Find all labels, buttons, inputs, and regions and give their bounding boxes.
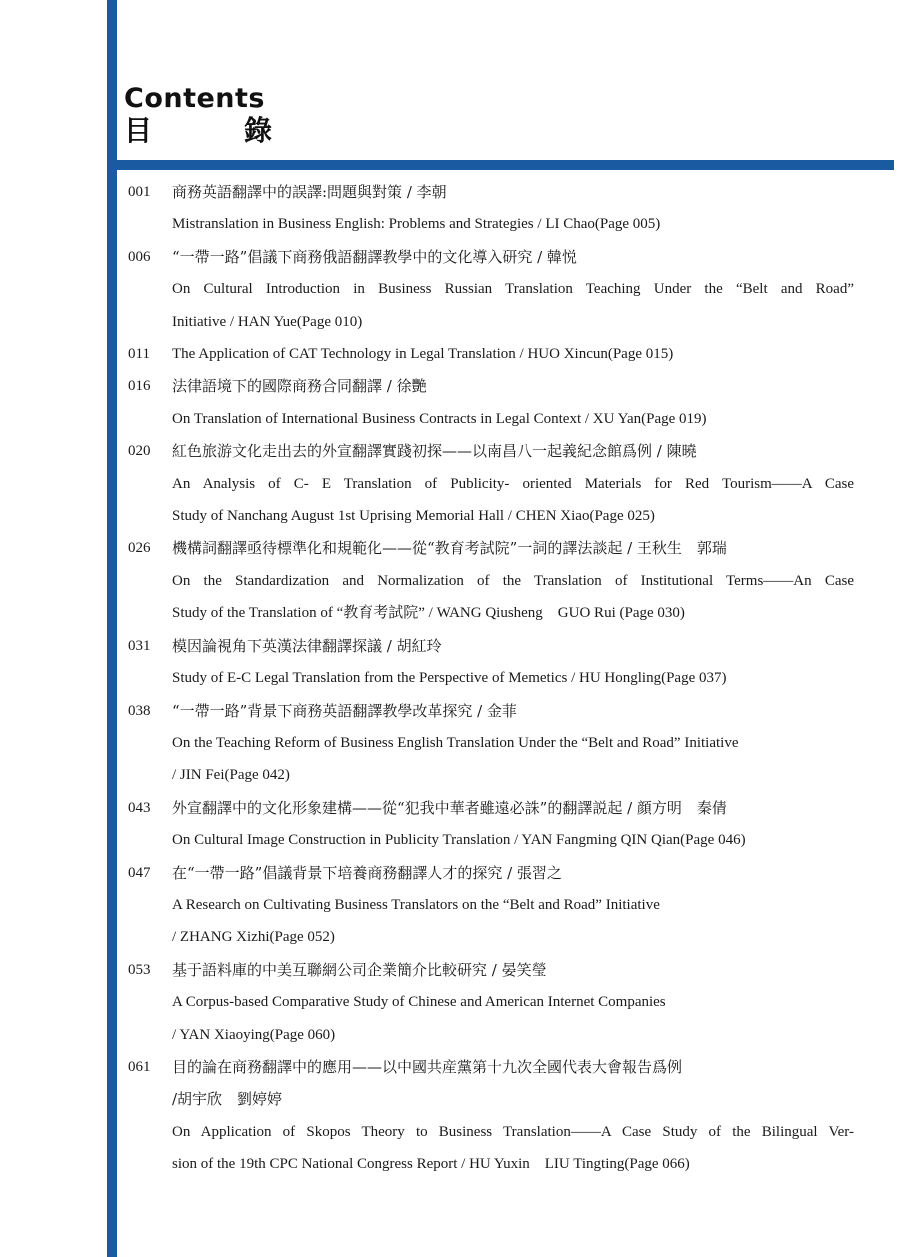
entry-title-english: On Application of Skopos Theory to Business Translation——A Case Study of the Bilingual Ver- [172, 1123, 854, 1140]
entry-title-english: Study of the Translation of “教育考試院” / WANG Qiusheng GUO Rui (Page 030) [172, 605, 685, 622]
entry-text [172, 370, 854, 435]
entry-title-english: Study of E-C Legal Translation from the Perspective of Memetics / HU Hongling(Page 037) [172, 670, 727, 687]
entry-title-chinese: 目的論在商務翻譯中的應用——以中國共産黨第十九次全國代表大會報告爲例 [172, 1057, 683, 1076]
entry-number: 001 [128, 184, 151, 200]
entry-title-english: / YAN Xiaoying(Page 060) [172, 1026, 336, 1043]
toc-entry [128, 176, 854, 241]
entry-title-english: Mistranslation in Business English: Problems and Strategies / LI Chao(Page 005) [172, 216, 661, 233]
entry-title-chinese: 基于語料庫的中美互聯網公司企業簡介比較研究 / 晏笑瑩 [172, 960, 547, 979]
entry-text [172, 695, 854, 792]
entry-title-english: On Cultural Introduction in Business Russian Translation Teaching Under the “Belt and Road” [172, 281, 854, 298]
entry-title-chinese: 法律語境下的國際商務合同翻譯 / 徐艷 [172, 377, 427, 396]
entry-text [172, 435, 854, 532]
title-chinese-char-2: 錄 [243, 114, 272, 147]
title-chinese [124, 114, 272, 148]
entry-text [172, 1051, 854, 1181]
contents-heading [124, 84, 272, 148]
entry-number: 043 [128, 799, 151, 816]
entry-title-english: Initiative / HAN Yue(Page 010) [172, 313, 363, 330]
entry-title-chinese: 在“一帶一路”倡議背景下培養商務翻譯人才的探究 / 張習之 [172, 863, 562, 882]
toc-entry [128, 241, 854, 338]
entry-number: 026 [128, 540, 151, 557]
entry-title-english: On Translation of International Business Contracts in Legal Context / XU Yan(Page 019) [172, 410, 707, 427]
entry-title-english: sion of the 19th CPC National Congress Report / HU Yuxin LIU Tingting(Page 066) [172, 1156, 690, 1173]
entry-number: 061 [128, 1058, 151, 1075]
entry-text [172, 532, 854, 629]
entry-number: 020 [128, 443, 151, 460]
entry-number: 038 [128, 702, 151, 719]
entry-title-chinese: “一帶一路”倡議下商務俄語翻譯教學中的文化導入研究 / 韓悦 [172, 247, 577, 266]
toc-entry [128, 857, 854, 954]
entry-text [172, 338, 854, 370]
title-chinese-char-1: 目 [124, 114, 153, 147]
toc-entry [128, 695, 854, 792]
entry-text [172, 176, 854, 241]
entry-text [172, 241, 854, 338]
toc-entry [128, 370, 854, 435]
header-rule [107, 160, 894, 170]
entry-text [172, 630, 854, 695]
entry-number: 016 [128, 378, 151, 395]
entry-title-chinese: 紅色旅游文化走出去的外宣翻譯實踐初探——以南昌八一起義紀念館爲例 / 陳曉 [172, 442, 697, 461]
toc-entry [128, 792, 854, 857]
entry-title-chinese: /胡宇欣 劉婷婷 [172, 1090, 283, 1109]
title-english: Contents [124, 83, 266, 114]
entry-title-english: On the Standardization and Normalization of the Translation of Institutional Terms——An Case [172, 572, 854, 589]
entry-title-chinese: 機構詞翻譯亟待標準化和規範化——從“教育考試院”一詞的譯法談起 / 王秋生 郭瑞 [172, 539, 727, 558]
entry-title-english: A Corpus-based Comparative Study of Chinese and American Internet Companies [172, 994, 666, 1011]
entry-title-chinese: 外宣翻譯中的文化形象建構——從“犯我中華者雖遠必誅”的翻譯説起 / 顔方明 秦倩 [172, 798, 727, 817]
entry-text [172, 857, 854, 954]
entry-title-english: Study of Nanchang August 1st Uprising Memorial Hall / CHEN Xiao(Page 025) [172, 508, 655, 525]
entry-title-english: On Cultural Image Construction in Publicity Translation / YAN Fangming QIN Qian(Page 046) [172, 832, 746, 849]
entry-title-chinese: 商務英語翻譯中的誤譯:問題與對策 / 李朝 [172, 183, 447, 201]
entry-title-english: An Analysis of C- E Translation of Publicity- oriented Materials for Red Tourism——A Case [172, 475, 854, 492]
entry-text [172, 954, 854, 1051]
entry-title-english: On the Teaching Reform of Business English Translation Under the “Belt and Road” Initiative [172, 734, 739, 751]
entry-title-chinese: 模因論視角下英漢法律翻譯探議 / 胡紅玲 [172, 636, 442, 655]
left-accent-bar [107, 0, 117, 1257]
entry-number: 047 [128, 864, 151, 881]
entry-title-chinese: “一帶一路”背景下商務英語翻譯教學改革探究 / 金菲 [172, 701, 517, 720]
entry-title-english: The Application of CAT Technology in Legal Translation / HUO Xincun(Page 015) [172, 346, 674, 363]
entry-number: 053 [128, 961, 151, 978]
toc-entry [128, 435, 854, 532]
toc-entry [128, 338, 854, 370]
entry-number: 031 [128, 637, 151, 654]
toc-entry [128, 630, 854, 695]
entry-number: 006 [128, 248, 151, 265]
toc-entry [128, 1051, 854, 1181]
table-of-contents [128, 176, 854, 1181]
entry-title-english: A Research on Cultivating Business Translators on the “Belt and Road” Initiative [172, 896, 660, 913]
toc-entry [128, 954, 854, 1051]
entry-title-english: / ZHANG Xizhi(Page 052) [172, 929, 335, 946]
entry-title-english: / JIN Fei(Page 042) [172, 767, 290, 784]
entry-text [172, 792, 854, 857]
entry-number: 011 [128, 346, 150, 363]
toc-entry [128, 532, 854, 629]
